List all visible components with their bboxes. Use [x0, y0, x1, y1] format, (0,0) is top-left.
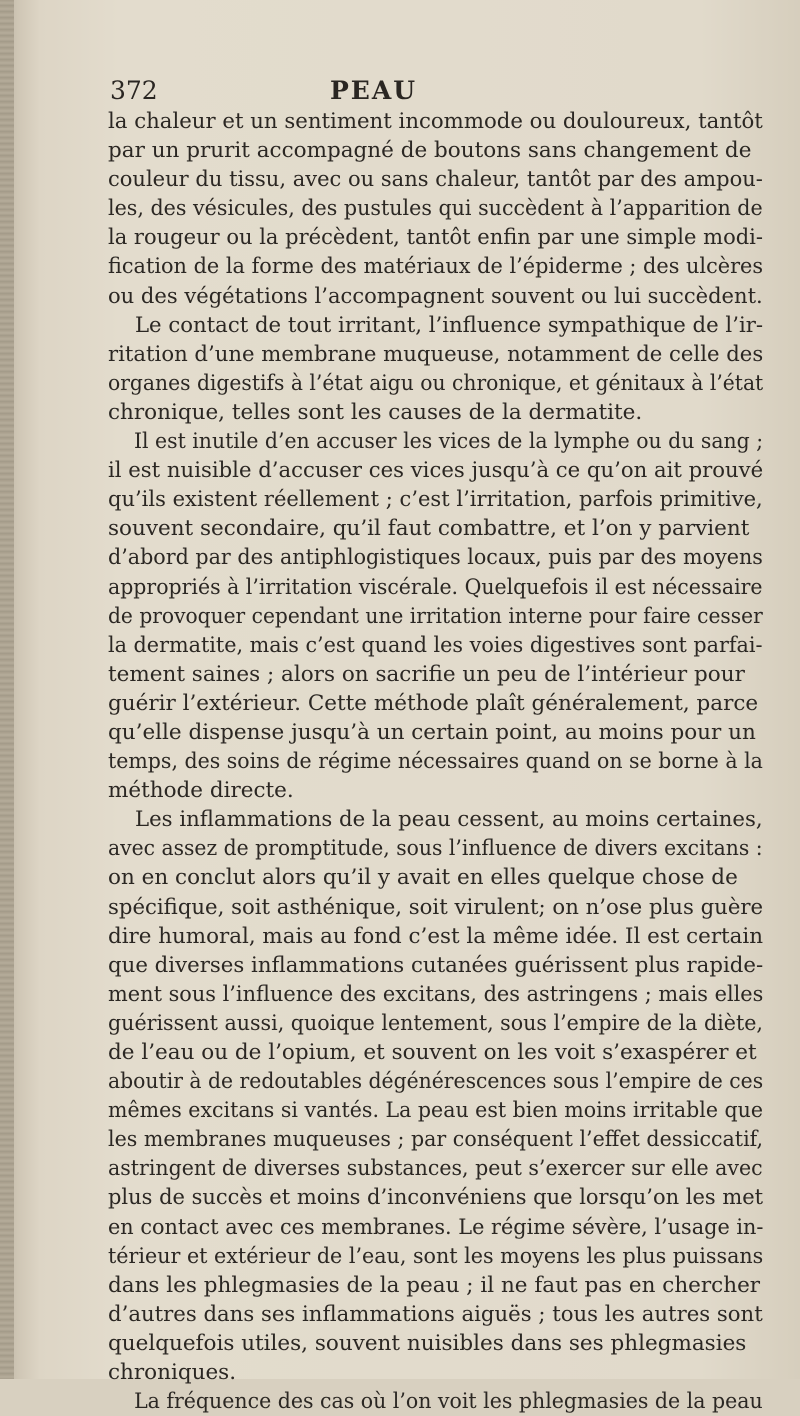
text-line: tement saines ; alors on sacrifie un peu de l’intérieur pour	[108, 661, 745, 687]
text-line: les membranes muqueuses ; par conséquent l’effet dessiccatif,	[108, 1127, 764, 1153]
text-line: fication de la forme des matériaux de l’épiderme ; des ulcères	[108, 254, 764, 280]
text-line: dans les phlegmasies de la peau ; il ne faut pas en chercher	[108, 1272, 761, 1298]
text-line: méthode directe.	[108, 778, 294, 804]
text-line: de l’eau ou de l’opium, et souvent on les voit s’exaspérer et	[108, 1040, 757, 1065]
running-head: PEAU	[330, 76, 418, 105]
text-line: par un prurit accompagné de boutons sans changement de	[108, 138, 752, 164]
text-line: Le contact de tout irritant, l’influence sympathique de l’ir-	[108, 312, 764, 338]
text-line: souvent secondaire, qu’il faut combattre, et l’on y parvient	[108, 516, 750, 542]
text-line: il est nuisible d’accuser ces vices jusqu’à ce qu’on ait prouvé	[108, 458, 764, 484]
text-line: chronique, telles sont les causes de la dermatite.	[108, 399, 643, 425]
text-line: guérir l’extérieur. Cette méthode plaît généralement, parce	[108, 690, 759, 716]
text-line: Il est inutile d’en accuser les vices de la lymphe ou du sang ;	[108, 429, 764, 455]
text-line: aboutir à de redoutables dégénérescences sous l’empire de ces	[108, 1069, 764, 1095]
text-line: ritation d’une membrane muqueuse, notamment de celle des	[108, 341, 764, 367]
text-line: qu’ils existent réellement ; c’est l’irritation, parfois primitive,	[108, 487, 763, 513]
text-line: d’abord par des antiphlogistiques locaux, puis par des moyens	[108, 545, 763, 571]
text-line: spécifique, soit asthénique, soit virulent; on n’ose plus guère	[108, 894, 764, 920]
text-line: quelquefois utiles, souvent nuisibles dans ses phlegmasies	[108, 1330, 747, 1356]
text-line: la rougeur ou la précèdent, tantôt enfin par une simple modi-	[108, 225, 763, 251]
text-line: temps, des soins de régime nécessaires quand on se borne à la	[108, 749, 763, 775]
text-line: la dermatite, mais c’est quand les voies digestives sont parfai-	[108, 632, 763, 658]
text-line: térieur et extérieur de l’eau, sont les moyens les plus puissans	[108, 1243, 764, 1269]
text-line: organes digestifs à l’état aigu ou chronique, et génitaux à l’état	[108, 370, 764, 396]
text-line: de provoquer cependant une irritation interne pour faire cesser	[108, 603, 763, 629]
text-line: d’autres dans ses inflammations aiguës ; tous les autres sont	[108, 1301, 763, 1327]
text-line: mêmes excitans si vantés. La peau est bien moins irritable que	[108, 1098, 764, 1124]
text-line: astringent de diverses substances, peut s’exercer sur elle avec	[108, 1156, 763, 1182]
text-line: que diverses inflammations cutanées guérissent plus rapide-	[108, 952, 764, 978]
text-line: qu’elle dispense jusqu’à un certain point, au moins pour un	[108, 719, 756, 745]
text-line: chroniques.	[108, 1360, 237, 1386]
text-line: La fréquence des cas où l’on voit les phlegmasies de la peau	[108, 1389, 763, 1415]
text-line: ment sous l’influence des excitans, des astringens ; mais elles	[108, 981, 764, 1007]
binding-gutter	[0, 0, 14, 1379]
text-line: avec assez de promptitude, sous l’influence de divers excitans :	[108, 836, 763, 862]
text-line: guérissent aussi, quoique lentement, sous l’empire de la diète,	[108, 1010, 763, 1036]
text-line: appropriés à l’irritation viscérale. Quelquefois il est nécessaire	[108, 574, 763, 600]
text-line: plus de succès et moins d’inconvéniens que lorsqu’on les met	[108, 1185, 764, 1211]
text-line: on en conclut alors qu’il y avait en elles quelque chose de	[108, 865, 738, 891]
page-number: 372	[110, 76, 158, 105]
text-line: les, des vésicules, des pustules qui succèdent à l’apparition de	[108, 196, 763, 222]
body-text	[108, 107, 768, 1416]
text-line: la chaleur et un sentiment incommode ou douloureux, tantôt	[108, 109, 763, 134]
text-line: en contact avec ces membranes. Le régime sévère, l’usage in-	[108, 1214, 764, 1240]
text-line: dire humoral, mais au fond c’est la même idée. Il est certain	[108, 923, 764, 949]
text-line: couleur du tissu, avec ou sans chaleur, tantôt par des ampou-	[108, 167, 763, 193]
text-line: ou des végétations l’accompagnent souvent ou lui succèdent.	[108, 283, 763, 309]
text-line: Les inflammations de la peau cessent, au moins certaines,	[108, 807, 763, 833]
